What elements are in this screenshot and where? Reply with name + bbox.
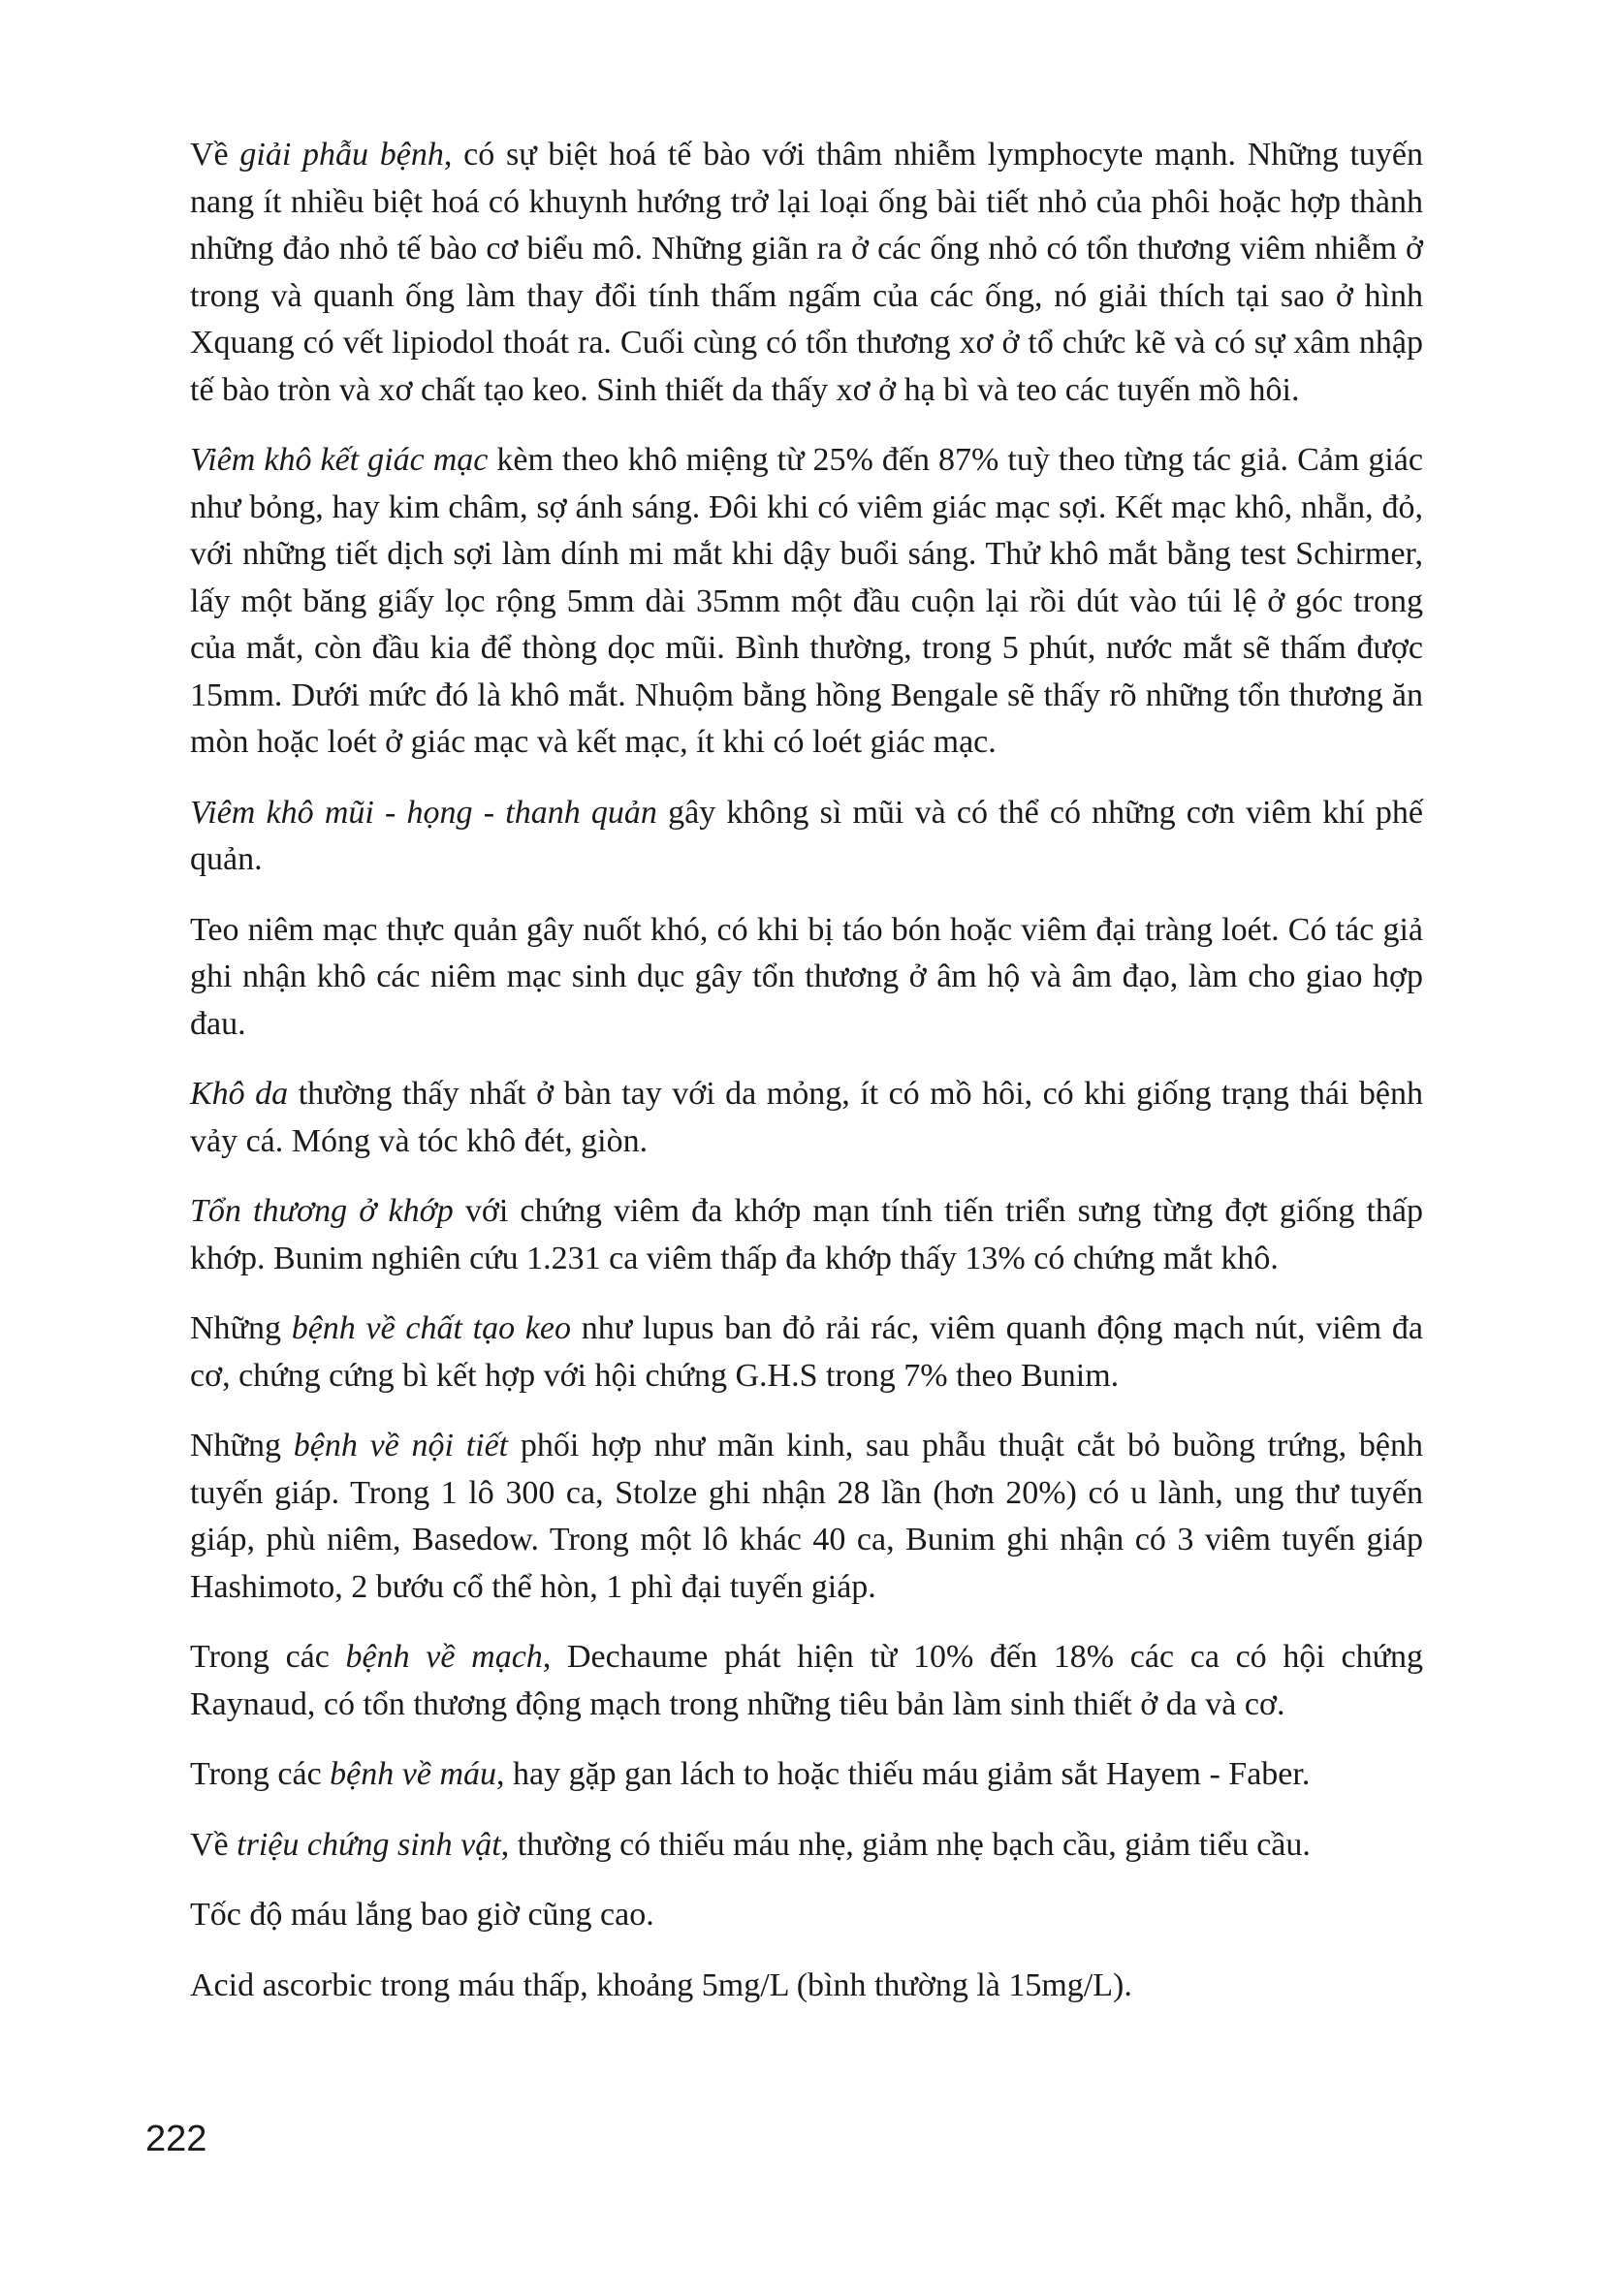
paragraph-11 — [190, 1822, 1423, 1870]
paragraph-emphasis: triệu chứng sinh vật — [237, 1826, 501, 1863]
paragraph-3 — [190, 790, 1423, 884]
paragraph-1 — [190, 132, 1423, 414]
paragraph-emphasis: bệnh về mạch — [345, 1639, 543, 1675]
paragraph-text: Về — [190, 137, 240, 173]
paragraph-text: Những — [190, 1428, 294, 1463]
paragraph-text: , có sự biệt hoá tế bào với thâm nhiễm lymphocyte mạnh. Những tuyến nang ít nhiều biệt hoá có khuynh hướng trở lại loại ống bài tiết nhỏ của phôi hoặc hợp thành những đảo nhỏ tế bào cơ biểu mô. Những giãn ra ở các ống nhỏ có tổn thương viêm nhiễm ở trong và quanh ống làm thay đổi tính thấm ngấm của các ống, nó giải thích tại sao ở hình Xquang có vết lipiodol thoát ra. Cuối cùng có tổn thương xơ ở tổ chức kẽ và có sự xâm nhập tế bào tròn và xơ chất tạo keo. Sinh thiết da thấy xơ ở hạ bì và teo các tuyến mồ hôi. — [190, 137, 1423, 408]
paragraph-text: Trong các — [190, 1756, 331, 1792]
paragraph-text: Acid ascorbic trong máu thấp, khoảng 5mg/L (bình thường là 15mg/L). — [190, 1966, 1132, 2003]
paragraph-9 — [190, 1634, 1423, 1728]
paragraph-text: Những — [190, 1310, 292, 1346]
paragraph-text: Trong các — [190, 1639, 346, 1675]
paragraph-13 — [190, 1963, 1423, 2010]
paragraph-text: với chứng viêm đa khớp mạn tính tiến triển sưng từng đợt giống thấp khớp. Bunim nghiên cứu 1.231 ca viêm thấp đa khớp thấy 13% có chứng mắt khô. — [190, 1193, 1423, 1276]
paragraph-text: phối hợp như mãn kinh, sau phẫu thuật cắt bỏ buồng trứng, bệnh tuyến giáp. Trong 1 lô 300 ca, Stolze ghi nhận 28 lần (hơn 20%) có u lành, ung thư tuyến giáp, phù niêm, Basedow. Trong một lô khác 40 ca, Bunim ghi nhận có 3 viêm tuyến giáp Hashimoto, 2 bướu cổ thể hòn, 1 phì đại tuyến giáp. — [190, 1428, 1423, 1605]
paragraph-emphasis: bệnh về máu — [330, 1756, 496, 1792]
paragraph-emphasis: bệnh về nội tiết — [293, 1428, 509, 1463]
page-number: 222 — [145, 2119, 207, 2159]
paragraph-emphasis: giải phẫu bệnh — [239, 137, 444, 173]
paragraph-text: Về — [190, 1826, 238, 1863]
paragraph-8 — [190, 1423, 1423, 1611]
paragraph-emphasis: Tổn thương ở khớp — [190, 1193, 454, 1229]
page-body — [190, 132, 1423, 2032]
paragraph-12 — [190, 1892, 1423, 1939]
paragraph-text: gây không sì mũi và có thể có những cơn viêm khí phế quản. — [190, 794, 1423, 877]
paragraph-text: , thường có thiếu máu nhẹ, giảm nhẹ bạch cầu, giảm tiểu cầu. — [500, 1826, 1311, 1863]
paragraph-emphasis: Viêm khô mũi - họng - thanh quản — [190, 794, 657, 831]
paragraph-text: , hay gặp gan lách to hoặc thiếu máu giảm sắt Hayem - Faber. — [496, 1756, 1311, 1792]
paragraph-7 — [190, 1305, 1423, 1400]
paragraph-5 — [190, 1071, 1423, 1165]
paragraph-6 — [190, 1188, 1423, 1282]
paragraph-text: Tốc độ máu lắng bao giờ cũng cao. — [190, 1897, 654, 1933]
paragraph-text: , Dechaume phát hiện từ 10% đến 18% các ca có hội chứng Raynaud, có tổn thương động mạch trong những tiêu bản làm sinh thiết ở da và cơ. — [190, 1639, 1424, 1722]
paragraph-emphasis: Khô da — [190, 1076, 289, 1112]
paragraph-text: thường thấy nhất ở bàn tay với da mỏng, ít có mồ hôi, có khi giống trạng thái bệnh vảy cá. Móng và tóc khô đét, giòn. — [190, 1076, 1423, 1159]
paragraph-emphasis: Viêm khô kết giác mạc — [190, 442, 489, 478]
paragraph-10 — [190, 1751, 1423, 1799]
paragraph-text: như lupus ban đỏ rải rác, viêm quanh động mạch nút, viêm đa cơ, chứng cứng bì kết hợp với hội chứng G.H.S trong 7% theo Bunim. — [190, 1310, 1423, 1394]
paragraph-text: Teo niêm mạc thực quản gây nuốt khó, có khi bị táo bón hoặc viêm đại tràng loét. Có tác giả ghi nhận khô các niêm mạc sinh dục gây tổn thương ở âm hộ và âm đạo, làm cho giao hợp đau. — [190, 911, 1423, 1042]
paragraph-text: kèm theo khô miệng từ 25% đến 87% tuỳ theo từng tác giả. Cảm giác như bỏng, hay kim châm, sợ ánh sáng. Đôi khi có viêm giác mạc sợi. Kết mạc khô, nhẵn, đỏ, với những tiết dịch sợi làm dính mi mắt khi dậy buổi sáng. Thử khô mắt bằng test Schirmer, lấy một băng giấy lọc rộng 5mm dài 35mm một đầu cuộn lại rồi dút vào túi lệ ở góc trong của mắt, còn đầu kia để thòng dọc mũi. Bình thường, trong 5 phút, nước mắt sẽ thấm được 15mm. Dưới mức đó là khô mắt. Nhuộm bằng hồng Bengale sẽ thấy rõ những tổn thương ăn mòn hoặc loét ở giác mạc và kết mạc, ít khi có loét giác mạc. — [190, 442, 1423, 760]
paragraph-2 — [190, 437, 1423, 767]
paragraph-emphasis: bệnh về chất tạo keo — [291, 1310, 571, 1346]
paragraph-4 — [190, 907, 1423, 1049]
